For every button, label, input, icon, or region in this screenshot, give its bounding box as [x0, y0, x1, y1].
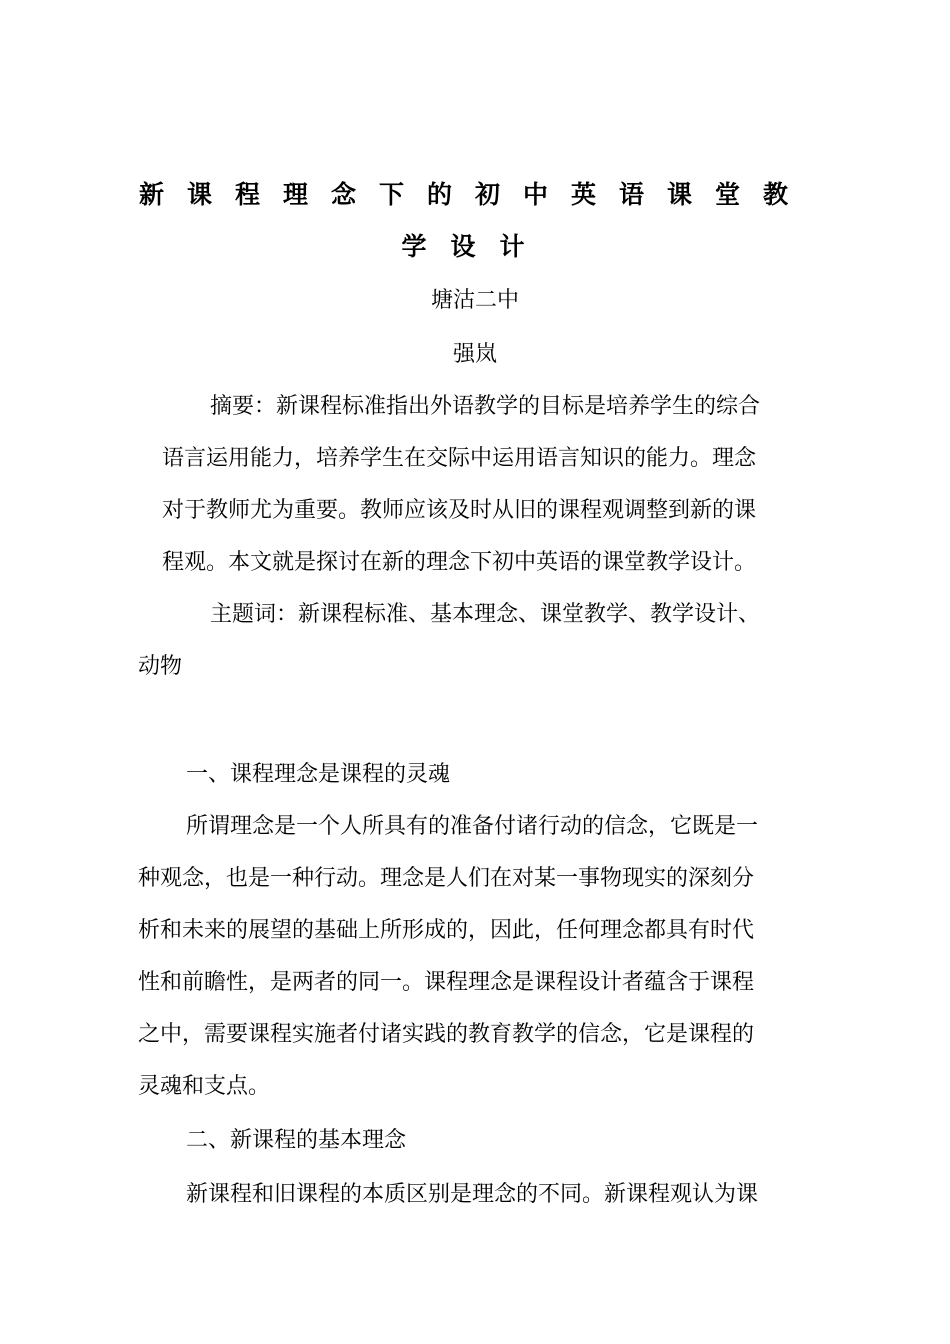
- section-1-line-5: 之中，需要课程实施者付诸实践的教育教学的信念，它是课程的: [138, 1022, 755, 1047]
- section-1-line-1: 所谓理念是一个人所具有的准备付诸行动的信念，它既是一: [186, 814, 759, 839]
- section-1-line-2: 种观念，也是一种行动。理念是人们在对某一事物现实的深刻分: [138, 866, 755, 891]
- abstract-line-3: 对于教师尤为重要。教师应该及时从旧的课程观调整到新的课: [162, 498, 757, 523]
- abstract-line-2: 语言运用能力，培养学生在交际中运用语言知识的能力。理念: [162, 446, 757, 471]
- author-name: 强岚: [452, 342, 497, 367]
- document-title-line-2: 学设计: [401, 232, 549, 261]
- section-1-line-4: 性和前瞻性，是两者的同一。课程理念是课程设计者蕴含于课程: [138, 970, 755, 995]
- abstract-line-1: 摘要：新课程标准指出外语教学的目标是培养学生的综合: [210, 394, 761, 419]
- keywords-line-2: 动物: [138, 654, 183, 679]
- section-1-line-6: 灵魂和支点。: [138, 1074, 271, 1099]
- keywords-line-1: 主题词：新课程标准、基本理念、课堂教学、教学设计、: [210, 602, 761, 627]
- document-title-line-1: 新课程理念下的初中英语课堂教: [138, 180, 811, 209]
- section-2-heading: 二、新课程的基本理念: [186, 1128, 407, 1153]
- school-name: 塘沽二中: [430, 288, 519, 313]
- section-2-line-1: 新课程和旧课程的本质区别是理念的不同。新课程观认为课: [186, 1182, 759, 1207]
- section-1-line-3: 析和未来的展望的基础上所形成的，因此，任何理念都具有时代: [138, 918, 755, 943]
- abstract-line-4: 程观。本文就是探讨在新的理念下初中英语的课堂教学设计。: [162, 550, 757, 575]
- section-1-heading: 一、课程理念是课程的灵魂: [186, 762, 451, 787]
